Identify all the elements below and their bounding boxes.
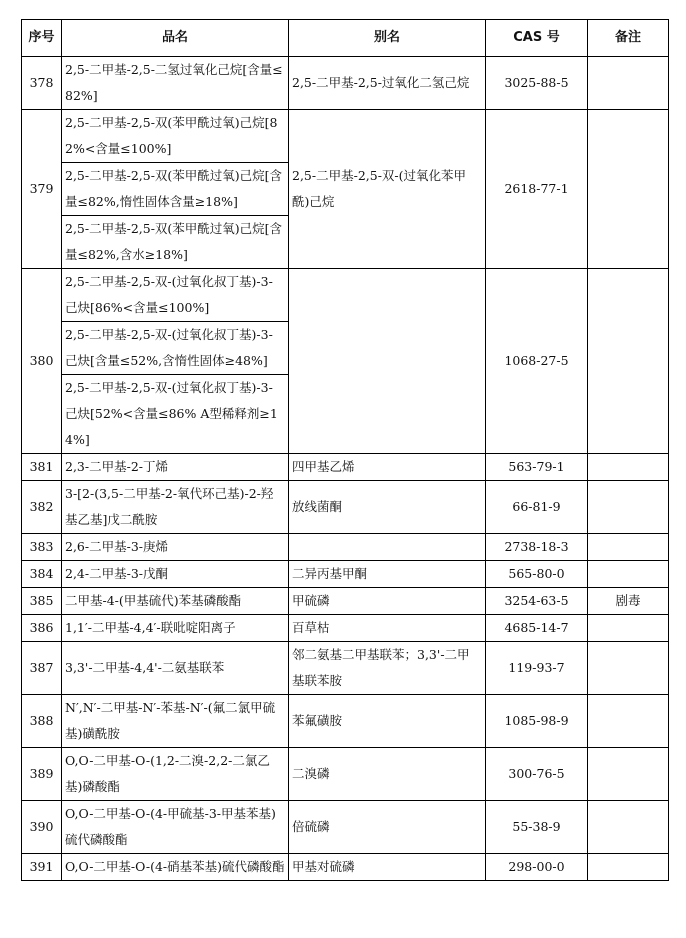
row-no: 380 — [22, 269, 62, 454]
table-row — [22, 588, 669, 615]
header-name: 品名 — [62, 20, 289, 57]
table-row — [22, 481, 669, 534]
row-no: 391 — [22, 854, 62, 881]
row-alias — [289, 269, 486, 454]
row-note — [588, 454, 669, 481]
row-cas: 3254-63-5 — [486, 588, 588, 615]
row-cas: 3025-88-5 — [486, 57, 588, 110]
row-note — [588, 481, 669, 534]
row-name: 2,5-二甲基-2,5-双(苯甲酰过氧)己烷[含量≤82%,惰性固体含量≥18%] — [62, 163, 289, 216]
table-row — [22, 269, 669, 322]
row-no: 378 — [22, 57, 62, 110]
row-alias: 百草枯 — [289, 615, 486, 642]
row-cas: 300-76-5 — [486, 748, 588, 801]
row-note — [588, 534, 669, 561]
row-no: 389 — [22, 748, 62, 801]
row-name: 3-[2-(3,5-二甲基-2-氧代环己基)-2-羟基乙基]戊二酰胺 — [62, 481, 289, 534]
row-alias: 2,5-二甲基-2,5-过氧化二氢己烷 — [289, 57, 486, 110]
header-note: 备注 — [588, 20, 669, 57]
row-alias: 四甲基乙烯 — [289, 454, 486, 481]
row-cas: 1085-98-9 — [486, 695, 588, 748]
row-note — [588, 801, 669, 854]
row-name: 2,5-二甲基-2,5-二氢过氧化己烷[含量≤82%] — [62, 57, 289, 110]
row-name: 二甲基-4-(甲基硫代)苯基磷酸酯 — [62, 588, 289, 615]
row-cas: 298-00-0 — [486, 854, 588, 881]
row-alias: 甲基对硫磷 — [289, 854, 486, 881]
row-no: 388 — [22, 695, 62, 748]
row-name: 2,5-二甲基-2,5-双-(过氧化叔丁基)-3-己炔[86%<含量≤100%] — [62, 269, 289, 322]
table-row — [22, 454, 669, 481]
table-row — [22, 561, 669, 588]
table-row — [22, 57, 669, 110]
row-name: 2,4-二甲基-3-戊酮 — [62, 561, 289, 588]
row-cas: 565-80-0 — [486, 561, 588, 588]
row-alias: 2,5-二甲基-2,5-双-(过氧化苯甲酰)己烷 — [289, 110, 486, 269]
row-note — [588, 561, 669, 588]
row-cas: 2618-77-1 — [486, 110, 588, 269]
table-row — [22, 801, 669, 854]
chemical-table — [21, 19, 669, 881]
row-name: 2,5-二甲基-2,5-双-(过氧化叔丁基)-3-己炔[52%<含量≤86% A型稀释剂≥14%] — [62, 375, 289, 454]
row-no: 384 — [22, 561, 62, 588]
row-note — [588, 642, 669, 695]
table-row — [22, 854, 669, 881]
row-alias: 二异丙基甲酮 — [289, 561, 486, 588]
row-alias: 放线菌酮 — [289, 481, 486, 534]
row-no: 390 — [22, 801, 62, 854]
row-cas: 55-38-9 — [486, 801, 588, 854]
row-cas: 2738-18-3 — [486, 534, 588, 561]
row-alias — [289, 534, 486, 561]
row-name: O,O-二甲基-O-(4-甲硫基-3-甲基苯基)硫代磷酸酯 — [62, 801, 289, 854]
row-alias: 甲硫磷 — [289, 588, 486, 615]
row-name: 2,5-二甲基-2,5-双(苯甲酰过氧)己烷[含量≤82%,含水≥18%] — [62, 216, 289, 269]
row-note — [588, 110, 669, 269]
row-name: O,O-二甲基-O-(1,2-二溴-2,2-二氯乙基)磷酸酯 — [62, 748, 289, 801]
row-no: 379 — [22, 110, 62, 269]
row-note: 剧毒 — [588, 588, 669, 615]
row-no: 382 — [22, 481, 62, 534]
row-no: 387 — [22, 642, 62, 695]
row-name: 1,1′-二甲基-4,4′-联吡啶阳离子 — [62, 615, 289, 642]
header-cas: CAS 号 — [486, 20, 588, 57]
row-name: 2,5-二甲基-2,5-双-(过氧化叔丁基)-3-己炔[含量≤52%,含惰性固体≥48%] — [62, 322, 289, 375]
table-row — [22, 615, 669, 642]
row-no: 381 — [22, 454, 62, 481]
row-name: 2,6-二甲基-3-庚烯 — [62, 534, 289, 561]
row-note — [588, 615, 669, 642]
row-cas: 119-93-7 — [486, 642, 588, 695]
table-row — [22, 695, 669, 748]
row-no: 383 — [22, 534, 62, 561]
row-note — [588, 854, 669, 881]
row-note — [588, 269, 669, 454]
row-note — [588, 748, 669, 801]
row-cas: 563-79-1 — [486, 454, 588, 481]
header-no: 序号 — [22, 20, 62, 57]
row-cas: 1068-27-5 — [486, 269, 588, 454]
table-row — [22, 534, 669, 561]
row-name: 3,3'-二甲基-4,4'-二氨基联苯 — [62, 642, 289, 695]
row-cas: 66-81-9 — [486, 481, 588, 534]
row-note — [588, 57, 669, 110]
table-row — [22, 748, 669, 801]
row-alias: 二溴磷 — [289, 748, 486, 801]
header-alias: 别名 — [289, 20, 486, 57]
table-header-row — [22, 20, 669, 57]
row-note — [588, 695, 669, 748]
row-no: 385 — [22, 588, 62, 615]
row-name: 2,3-二甲基-2-丁烯 — [62, 454, 289, 481]
row-name: 2,5-二甲基-2,5-双(苯甲酰过氧)己烷[82%<含量≤100%] — [62, 110, 289, 163]
row-name: N′,N′-二甲基-N′-苯基-N′-(氟二氯甲硫基)磺酰胺 — [62, 695, 289, 748]
row-no: 386 — [22, 615, 62, 642]
row-name: O,O-二甲基-O-(4-硝基苯基)硫代磷酸酯 — [62, 854, 289, 881]
table-row — [22, 642, 669, 695]
row-alias: 倍硫磷 — [289, 801, 486, 854]
row-cas: 4685-14-7 — [486, 615, 588, 642]
row-alias: 邻二氨基二甲基联苯；3,3'-二甲基联苯胺 — [289, 642, 486, 695]
row-alias: 苯氟磺胺 — [289, 695, 486, 748]
table-row — [22, 110, 669, 163]
